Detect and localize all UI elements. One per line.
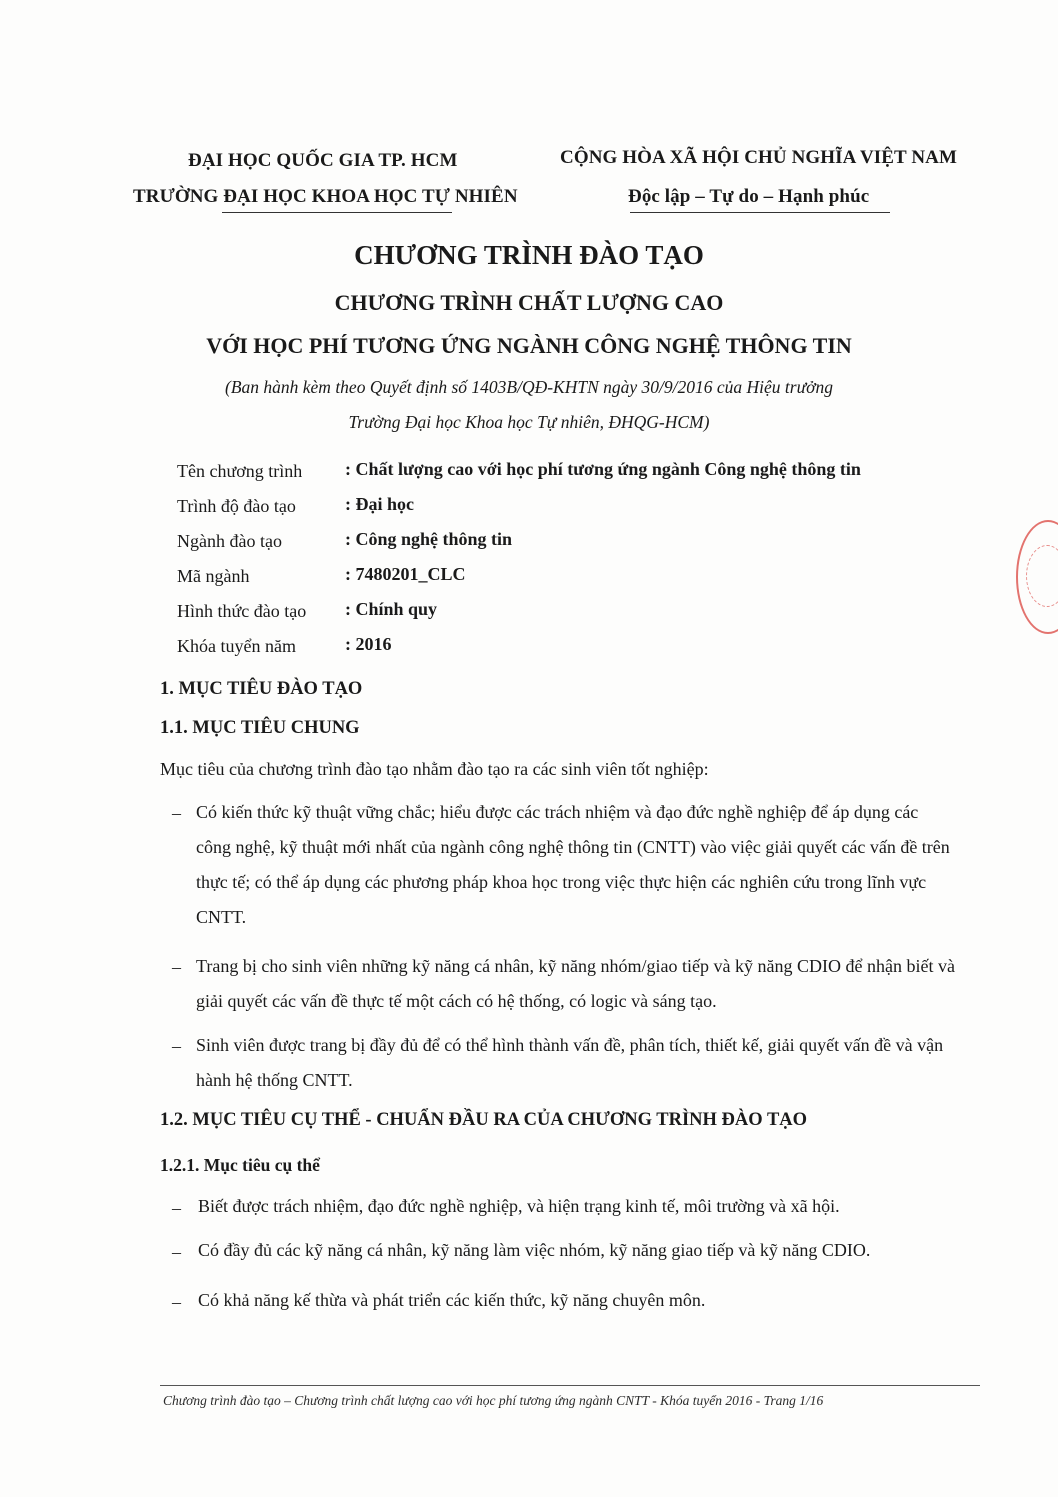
info-value: : 7480201_CLC (345, 564, 466, 584)
info-label: Ngành đào tạo (177, 531, 282, 551)
university-name: ĐẠI HỌC QUỐC GIA TP. HCM (188, 150, 458, 171)
section-intro: Mục tiêu của chương trình đào tạo nhằm đào tạo ra các sinh viên tốt nghiệp: (160, 759, 709, 779)
info-label: Tên chương trình (177, 461, 303, 481)
footer-divider (160, 1385, 980, 1386)
page-footer: Chương trình đào tạo – Chương trình chất lượng cao với học phí tương ứng ngành CNTT - Khóa tuyển 2016 - Trang 1/16 (163, 1393, 824, 1408)
document-subtitle-2: VỚI HỌC PHÍ TƯƠNG ỨNG NGÀNH CÔNG NGHỆ THÔNG TIN (206, 333, 852, 358)
list-item: Biết được trách nhiệm, đạo đức nghề nghiệp, và hiện trạng kinh tế, môi trường và xã hội. (198, 1196, 840, 1216)
faculty-name: TRƯỜNG ĐẠI HỌC KHOA HỌC TỰ NHIÊN (133, 186, 518, 207)
info-label: Mã ngành (177, 566, 250, 586)
subsection-heading: 1.1. MỤC TIÊU CHUNG (160, 718, 360, 738)
subsection-heading: 1.2. MỤC TIÊU CỤ THỂ - CHUẨN ĐẦU RA CỦA CHƯƠNG TRÌNH ĐÀO TẠO (160, 1110, 808, 1130)
list-item: Trang bị cho sinh viên những kỹ năng cá nhân, kỹ năng nhóm/giao tiếp và kỹ năng CDIO để nhận biết và giải quyết các vấn đề thực tế một cách có hệ thống, có logic và sáng tạo. (196, 956, 955, 1011)
decision-note-line-1: (Ban hành kèm theo Quyết định số 1403B/QĐ-KHTN ngày 30/9/2016 của Hiệu trưởng (225, 377, 833, 397)
document-subtitle-1: CHƯƠNG TRÌNH CHẤT LƯỢNG CAO (334, 290, 724, 315)
decision-note-line-2: Trường Đại học Khoa học Tự nhiên, ĐHQG-HCM) (348, 412, 710, 432)
list-item: Có khả năng kế thừa và phát triển các kiến thức, kỹ năng chuyên môn. (198, 1290, 706, 1310)
info-value: : Đại học (345, 494, 414, 514)
document-title: CHƯƠNG TRÌNH ĐÀO TẠO (354, 240, 704, 270)
sub-subsection-heading: 1.2.1. Mục tiêu cụ thể (160, 1155, 320, 1175)
bullet-dash: – (172, 1036, 181, 1056)
info-value: : 2016 (345, 634, 392, 654)
bullet-dash: – (172, 957, 181, 977)
bullet-dash: – (172, 1242, 181, 1262)
info-label: Hình thức đào tạo (177, 601, 307, 621)
info-label: Khóa tuyển năm (177, 636, 296, 656)
info-value: : Chất lượng cao với học phí tương ứng ngành Công nghệ thông tin (345, 459, 861, 479)
national-motto: Độc lập – Tự do – Hạnh phúc (628, 186, 870, 207)
bullet-dash: – (172, 1292, 181, 1312)
bullet-dash: – (172, 1198, 181, 1218)
motto-underline (630, 212, 890, 213)
info-label: Trình độ đào tạo (177, 496, 296, 516)
list-item: Sinh viên được trang bị đầy đủ để có thể hình thành vấn đề, phân tích, thiết kế, giải quyết vấn đề và vận hành hệ thống CNTT. (196, 1035, 944, 1090)
list-item: Có đầy đủ các kỹ năng cá nhân, kỹ năng làm việc nhóm, kỹ năng giao tiếp và kỹ năng CDIO. (198, 1240, 871, 1260)
info-value: : Chính quy (345, 599, 438, 619)
bullet-dash: – (172, 803, 181, 823)
faculty-underline (222, 212, 452, 213)
info-value: : Công nghệ thông tin (345, 529, 513, 549)
country-name: CỘNG HÒA XÃ HỘI CHỦ NGHĨA VIỆT NAM (560, 147, 957, 168)
section-heading: 1. MỤC TIÊU ĐÀO TẠO (160, 679, 363, 699)
list-item: Có kiến thức kỹ thuật vững chắc; hiểu được các trách nhiệm và đạo đức nghề nghiệp để áp dụng các công nghệ, kỹ thuật mới nhất của ngành công nghệ thông tin (CNTT) vào việc giải quyết các vấn đề trên thực tế; có thể áp dụng các phương pháp khoa học trong việc thực hiện các nghiên cứu trong lĩnh vực CNTT. (196, 802, 950, 927)
